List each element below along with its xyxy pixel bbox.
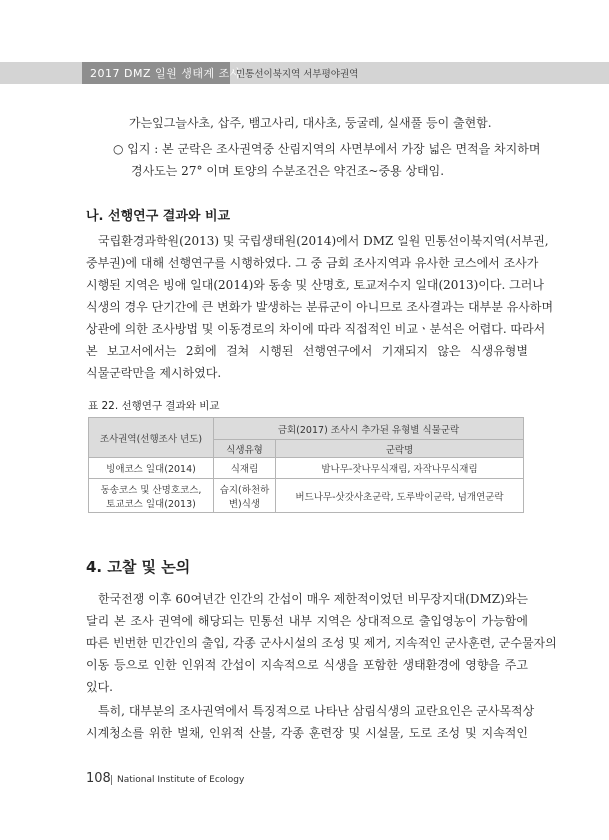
table-cell: 버드나무-삿갓사초군락, 도루박이군락, 넘개연군락	[276, 479, 524, 513]
paragraph-line: 이동 등으로 인한 인위적 간섭이 지속적으로 식생을 포함한 생태환경에 영향을 주고	[86, 658, 528, 672]
footer-org: National Institute of Ecology	[117, 775, 245, 785]
table-header-group: 금회(2017) 조사시 추가된 유형별 식물군락	[214, 418, 524, 440]
intro-line: ○ 입지 : 본 군락은 조사권역중 산림지역의 사면부에서 가장 넓은 면적을 차지하며	[113, 142, 541, 156]
table-row	[89, 479, 524, 513]
header-title: 2017 DMZ 일원 생태계 조사	[90, 67, 241, 80]
paragraph-line: 본 보고서에서는 2회에 걸쳐 시행된 선행연구에서 기재되지 않은 식생유형별	[86, 344, 528, 358]
paragraph-line: 상관에 의한 조사방법 및 이동경로의 차이에 따라 직접적인 비교ㆍ분석은 어렵다. 따라서	[86, 322, 546, 336]
paragraph-line: 따른 빈번한 민간인의 출입, 각종 군사시설의 조성 및 제거, 지속적인 군사훈련, 군수물자의	[86, 636, 557, 650]
paragraph-line: 국립환경과학원(2013) 및 국립생태원(2014)에서 DMZ 일원 민통선이북지역(서부권,	[98, 234, 549, 248]
paragraph-line: 특히, 대부분의 조사권역에서 특징적으로 나타난 삼림식생의 교란요인은 군사목적상	[98, 704, 535, 718]
footer-divider	[111, 775, 112, 785]
paragraph-line: 중부권)에 대해 선행연구를 시행하였다. 그 중 금회 조사지역과 유사한 코스에서 조사가	[86, 256, 539, 270]
table-cell: 빙애코스 일대(2014)	[89, 458, 214, 479]
table-header-community: 군락명	[276, 440, 524, 458]
table-cell-line: 토교코스 일대(2013)	[106, 498, 196, 510]
intro-line: 경사도는 27° 이며 토양의 수분조건은 약건조~중용 상태임.	[131, 164, 445, 178]
table-header-type: 식생유형	[214, 440, 276, 458]
header-subtitle: 민통선이북지역 서부평야권역	[236, 69, 359, 80]
table-cell-line: 변)식생	[228, 498, 261, 510]
table-cell: 식재림	[214, 458, 276, 479]
paragraph-line: 식생의 경우 단기간에 큰 변화가 발생하는 분류군이 아니므로 조사결과는 대부분 유사하며	[86, 300, 554, 314]
paragraph-line: 있다.	[86, 680, 113, 694]
paragraph-line: 시행된 지역은 빙애 일대(2014)와 동송 및 산명호, 토교저수지 일대(2013)이다. 그러나	[86, 278, 544, 292]
intro-line: 가는잎그늘사초, 삽주, 뱀고사리, 대사초, 둥굴레, 실새풀 등이 출현함.	[129, 116, 492, 130]
table-cell-line: 습지(하천하	[219, 484, 270, 496]
comparison-table	[88, 417, 524, 513]
table-caption: 표 22. 선행연구 결과와 비교	[88, 400, 220, 412]
paragraph-line: 달리 본 조사 권역에 해당되는 민통선 내부 지역은 상대적으로 출입영농이 가능함에	[86, 614, 528, 628]
section-heading: 4. 고찰 및 논의	[86, 558, 191, 576]
section-heading: 나. 선행연구 결과와 비교	[86, 209, 231, 224]
table-header-region: 조사권역(선행조사 년도)	[89, 418, 214, 458]
paragraph-line: 한국전쟁 이후 60여년간 인간의 간섭이 매우 제한적이었던 비무장지대(DMZ)와는	[98, 592, 528, 606]
table-row	[89, 458, 524, 479]
paragraph-line: 식물군락만을 제시하였다.	[86, 366, 222, 380]
table-cell	[214, 479, 276, 513]
table-cell: 밤나무-잣나무식재림, 자작나무식재림	[276, 458, 524, 479]
table-cell	[89, 479, 214, 513]
page-number: 108	[86, 771, 111, 786]
paragraph-line: 시계청소를 위한 벌채, 인위적 산불, 각종 훈련장 및 시설물, 도로 조성 및 지속적인	[86, 726, 528, 740]
table-cell-line: 동송코스 및 산명호코스,	[100, 484, 202, 496]
